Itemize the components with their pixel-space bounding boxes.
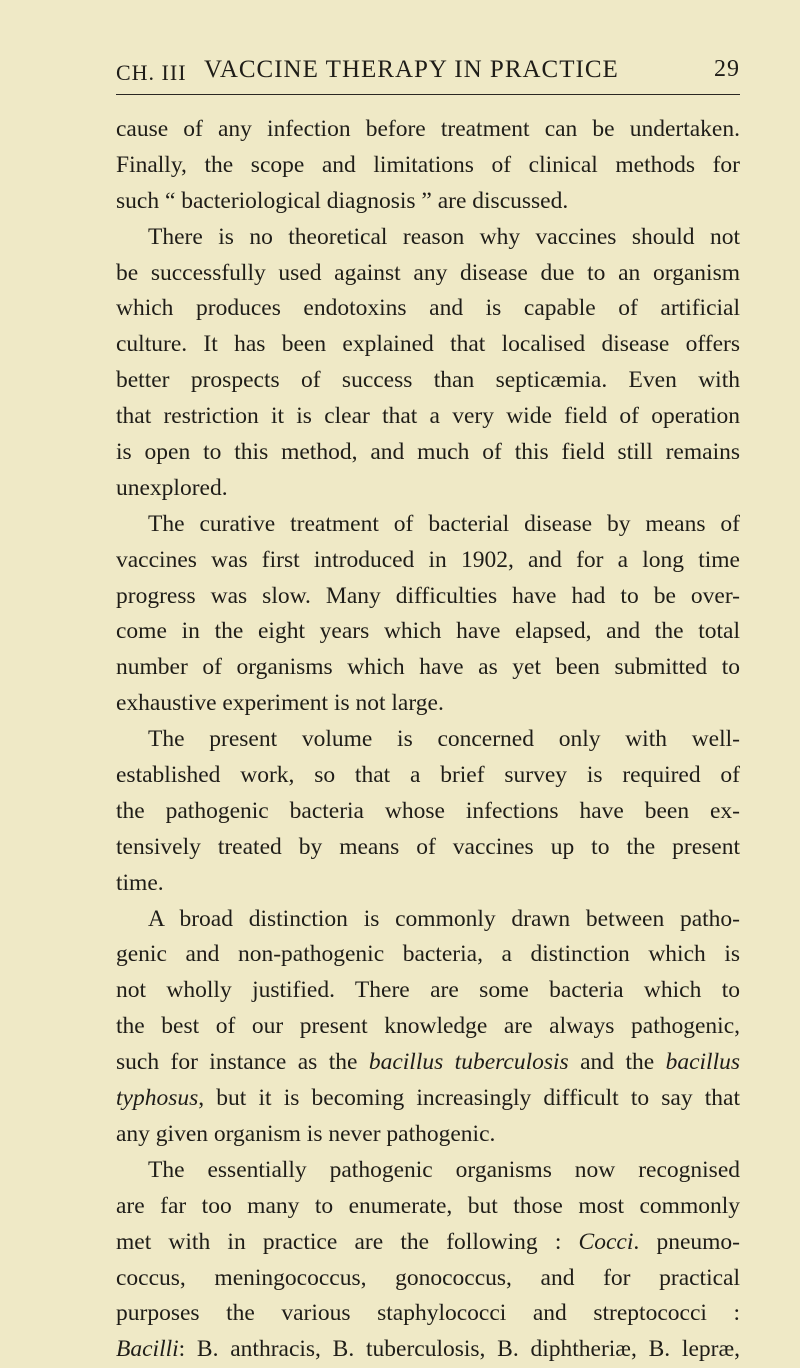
italic-term: typhosus xyxy=(116,1085,199,1112)
text-line: number of organisms which have as yet been submitted to xyxy=(116,654,740,681)
italic-term: Bacilli xyxy=(116,1336,179,1363)
text-line: the best of our present knowledge are always pathogenic, xyxy=(116,1013,740,1040)
text-line: purposes the various staphylococci and streptococci : xyxy=(116,1300,740,1327)
text-line: which produces endotoxins and is capable of artificial xyxy=(116,295,740,322)
text-line: established work, so that a brief survey is required of xyxy=(116,762,740,789)
text-run: . pneumo- xyxy=(633,1228,740,1255)
text-line: The essentially pathogenic organisms now recognised xyxy=(148,1156,740,1183)
text-line: vaccines was first introduced in 1902, and for a long time xyxy=(116,546,740,573)
text-line: unexplored. xyxy=(116,474,228,501)
running-head xyxy=(116,54,740,95)
text-run: met with in practice are the following : xyxy=(116,1228,579,1255)
text-line: culture. It has been explained that localised disease offers xyxy=(116,331,740,358)
text-line: exhaustive experiment is not large. xyxy=(116,690,444,717)
running-title: VACCINE THERAPY IN PRACTICE xyxy=(204,56,619,83)
text-run: such for instance as the xyxy=(116,1049,369,1076)
text-line: that restriction it is clear that a very wide field of operation xyxy=(116,403,740,430)
text-line: There is no theoretical reason why vaccines should not xyxy=(148,223,740,250)
text-line: cause of any infection before treatment can be undertaken. xyxy=(116,116,740,142)
text-line xyxy=(116,1332,740,1368)
text-line: better prospects of success than septicæmia. Even with xyxy=(116,367,740,394)
text-line: Finally, the scope and limitations of clinical methods for xyxy=(116,151,740,178)
text-line: time. xyxy=(116,869,164,896)
text-line: any given organism is never pathogenic. xyxy=(116,1120,496,1147)
text-line xyxy=(116,1225,740,1261)
text-run: : B. anthracis, B. tuberculosis, B. diphtheriæ, B. lepræ, xyxy=(178,1336,740,1363)
text-line: The curative treatment of bacterial disease by means of xyxy=(148,510,740,537)
text-line xyxy=(116,1081,740,1117)
text-line: tensively treated by means of vaccines up to the present xyxy=(116,833,740,860)
text-line: be successfully used against any disease due to an organism xyxy=(116,259,740,286)
chapter-label: CH. III xyxy=(116,60,187,85)
text-line: The present volume is concerned only with well- xyxy=(148,726,740,753)
italic-term: bacillus xyxy=(665,1049,740,1076)
text-line: such “ bacteriological diagnosis ” are discussed. xyxy=(116,187,569,214)
italic-term: bacillus tuberculosis xyxy=(368,1049,569,1076)
text-line: not wholly justified. There are some bacteria which to xyxy=(116,977,740,1004)
text-line: the pathogenic bacteria whose infections have been ex- xyxy=(116,797,740,824)
text-line: A broad distinction is commonly drawn between patho- xyxy=(148,905,740,932)
body-text xyxy=(116,112,740,1368)
page-number: 29 xyxy=(714,56,740,82)
text-run: , but it is becoming increasingly difficult to say that xyxy=(198,1085,740,1112)
text-run: and the xyxy=(568,1049,666,1076)
text-line: come in the eight years which have elapsed, and the total xyxy=(116,618,740,645)
italic-term: Cocci xyxy=(578,1228,634,1255)
text-line: progress was slow. Many difficulties have had to be over- xyxy=(116,582,740,609)
text-line: are far too many to enumerate, but those most commonly xyxy=(116,1192,740,1219)
text-line: is open to this method, and much of this field still remains xyxy=(116,439,740,466)
text-line: coccus, meningococcus, gonococcus, and for practical xyxy=(116,1264,740,1291)
text-line: genic and non-pathogenic bacteria, a distinction which is xyxy=(116,941,740,968)
text-line xyxy=(116,1045,740,1081)
